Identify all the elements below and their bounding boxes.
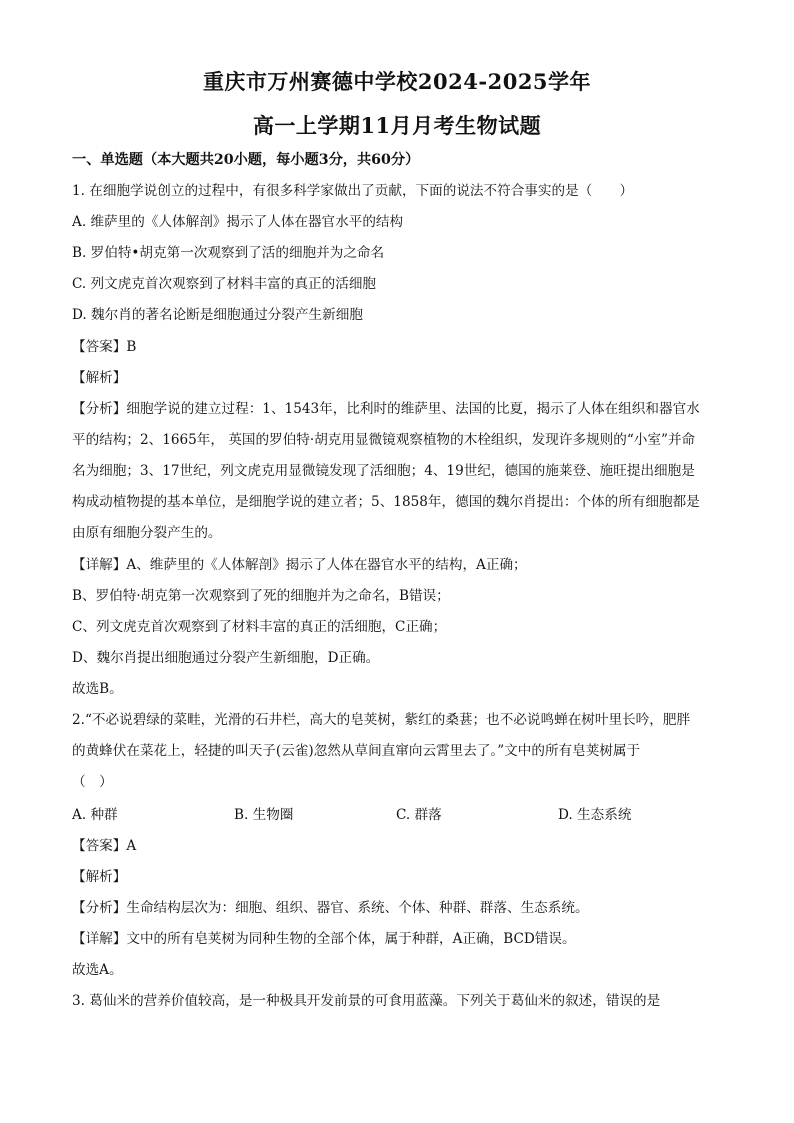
q1-option-a: A. 维萨里的《人体解剖》揭示了人体在器官水平的结构 (72, 214, 404, 230)
q1-detail-line: 故选B。 (72, 681, 123, 697)
q1-detail-line: 【详解】A、维萨里的《人体解剖》揭示了人体在器官水平的结构，A正确； (72, 557, 527, 573)
q1-analysis-line: 构成动植物提的基本单位，是细胞学说的建立者；5、1858年，德国的魏尔肖提出：个体的所有细胞都是 (72, 494, 700, 510)
q1-option-d: D. 魏尔肖的著名论断是细胞通过分裂产生新细胞 (72, 307, 363, 323)
q2-stem-line: 的黄蜂伏在菜花上，轻捷的叫天子(云雀)忽然从草间直窜向云霄里去了。”文中的所有皂荚树属于 (72, 743, 641, 759)
q1-detail-line: C、列文虎克首次观察到了材料丰富的真正的活细胞，C正确； (72, 619, 447, 635)
q2-answer: 【答案】A (72, 838, 137, 854)
title-line-2: 高一上学期11月月考生物试题 (252, 113, 542, 138)
q1-analysis-label: 【解析】 (72, 370, 127, 386)
q1-detail-line: D、魏尔肖提出细胞通过分裂产生新细胞，D正确。 (72, 650, 380, 666)
q2-option-b: B. 生物圈 (234, 807, 294, 823)
q1-analysis-line: 名为细胞；3、17世纪，列文虎克用显微镜发现了活细胞；4、19世纪，德国的施莱登、施旺提出细胞是 (72, 463, 695, 479)
q2-option-a: A. 种群 (72, 807, 118, 823)
q2-detail-line: 【详解】文中的所有皂荚树为同种生物的全部个体，属于种群，A正确，BCD错误。 (72, 931, 576, 947)
q1-answer: 【答案】B (72, 339, 137, 355)
title-line-1: 重庆市万州赛德中学校2024-2025学年 (202, 69, 592, 94)
q3-stem: 3. 葛仙米的营养价值较高，是一种极具开发前景的可食用蓝藻。下列关于葛仙米的叙述，错误的是 (72, 993, 661, 1009)
q2-analysis-label: 【解析】 (72, 869, 127, 885)
q1-stem: 1. 在细胞学说创立的过程中，有很多科学家做出了贡献，下面的说法不符合事实的是（ ） (72, 183, 634, 199)
q1-option-b: B. 罗伯特•胡克第一次观察到了活的细胞并为之命名 (72, 245, 385, 261)
q1-analysis-line: 【分析】细胞学说的建立过程：1、1543年，比利时的维萨里、法国的比夏，揭示了人体在组织和器官水 (72, 401, 700, 417)
q1-option-c: C. 列文虎克首次观察到了材料丰富的真正的活细胞 (72, 276, 377, 292)
q1-analysis-line: 平的结构；2、1665年， 英国的罗伯特·胡克用显微镜观察植物的木栓组织，发现许多规则的“小室”并命 (72, 432, 696, 448)
q2-stem-line: （ ） (72, 774, 113, 790)
q2-option-d: D. 生态系统 (558, 807, 632, 823)
q2-detail-line: 故选A。 (72, 962, 123, 978)
q2-option-c: C. 群落 (396, 807, 442, 823)
q2-stem-line: 2.“不必说碧绿的菜畦，光滑的石井栏，高大的皂荚树，紫红的桑葚；也不必说鸣蝉在树叶里长吟，肥胖 (72, 712, 691, 728)
q2-analysis-line: 【分析】生命结构层次为：细胞、组织、器官、系统、个体、种群、群落、生态系统。 (72, 900, 589, 916)
section-heading: 一、单选题（本大题共20小题，每小题3分，共60分） (72, 152, 420, 168)
q1-detail-line: B、罗伯特·胡克第一次观察到了死的细胞并为之命名，B错误； (72, 588, 450, 604)
q1-analysis-line: 由原有细胞分裂产生的。 (72, 525, 222, 541)
